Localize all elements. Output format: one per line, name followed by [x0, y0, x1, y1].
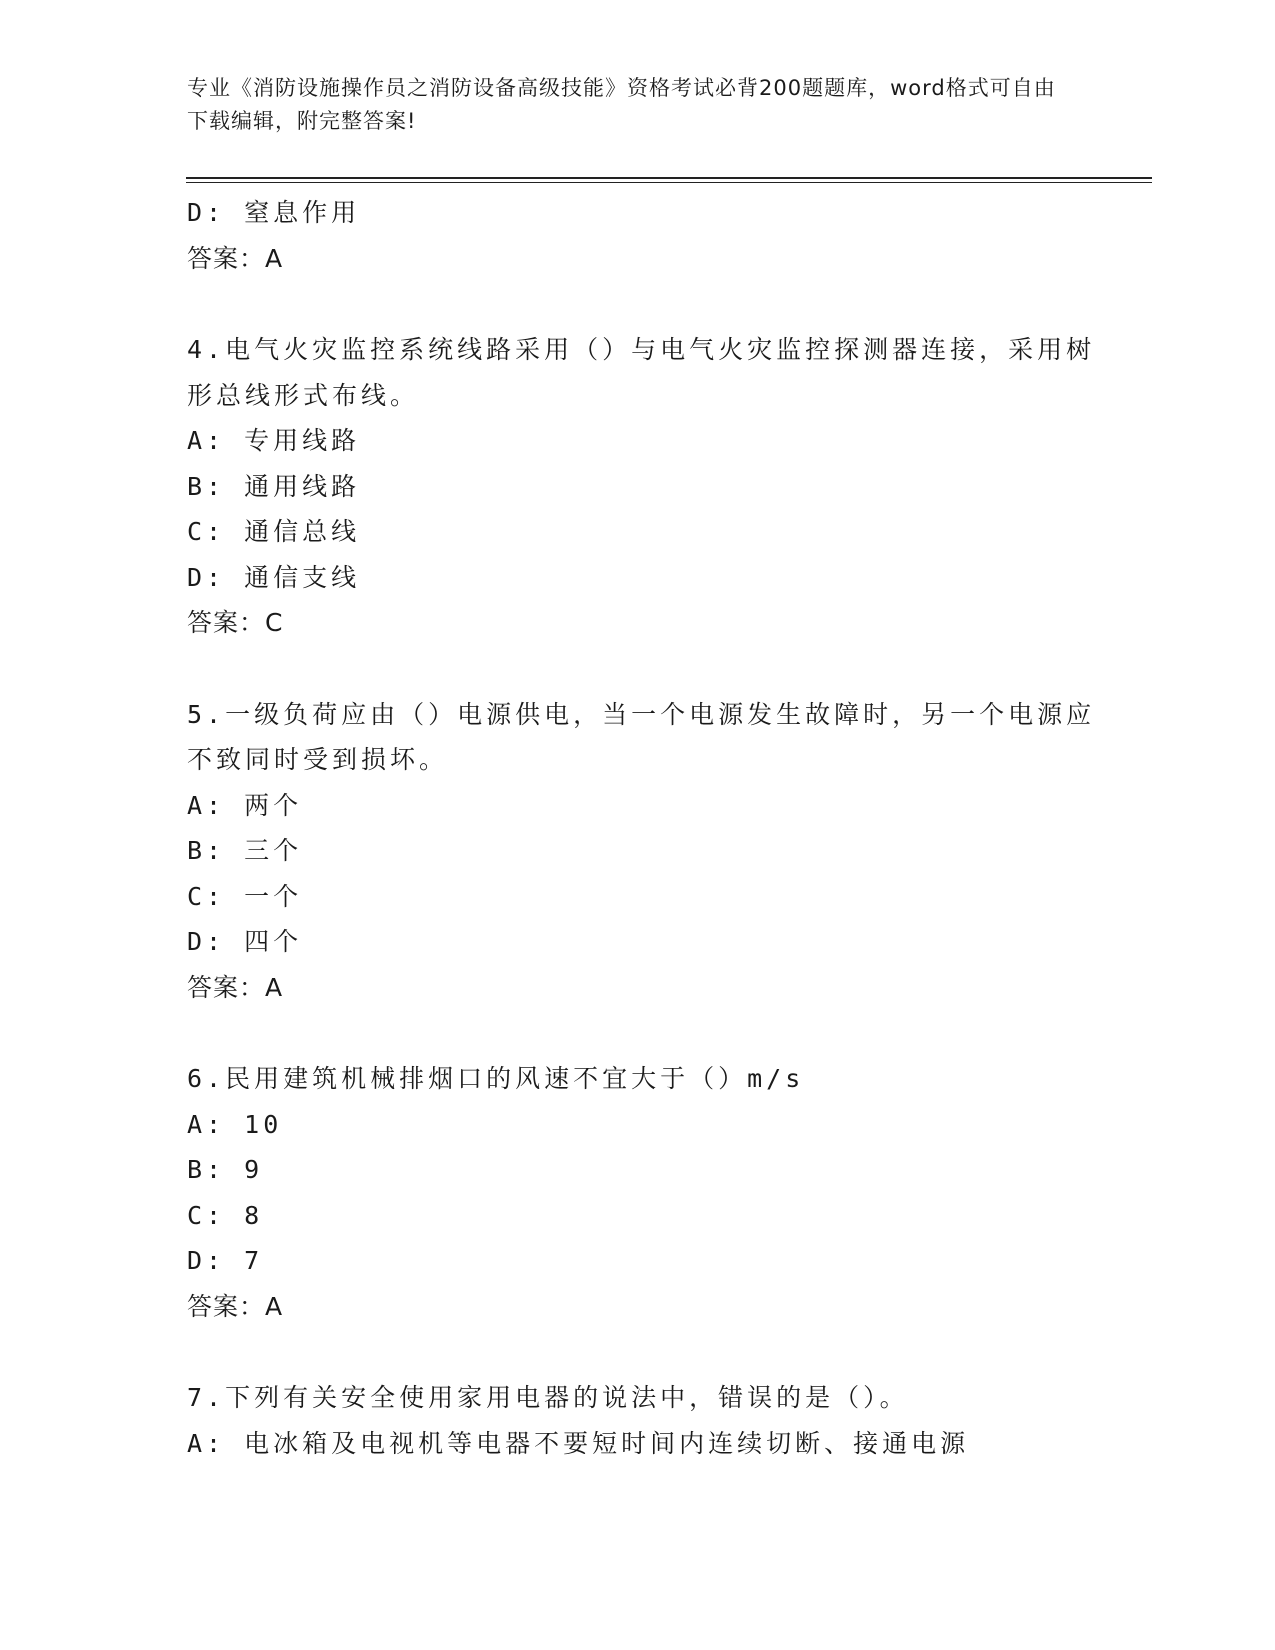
option-b: B: 9: [187, 1155, 264, 1184]
option-c: C: 一个: [187, 881, 303, 911]
option-a: A: 电冰箱及电视机等电器不要短时间内连续切断、接通电源: [187, 1428, 970, 1458]
question-block: [187, 1056, 1107, 1329]
answer-line: 答案：A: [187, 243, 284, 273]
document-header: 专业《消防设施操作员之消防设备高级技能》资格考试必背200题题库，word格式可自由下载编辑，附完整答案!: [187, 76, 1056, 133]
question-block: [187, 1375, 1107, 1466]
option-c: C: 8: [187, 1200, 264, 1230]
option-d: D: 四个: [187, 927, 303, 956]
question-list: [187, 190, 1107, 1466]
header-divider-thick: [186, 177, 1152, 179]
question-text: 4.电气火灾监控系统线路采用（）与电气火灾监控探测器连接，采用树形总线形式布线。: [187, 335, 1096, 410]
option-a: A: 专用线路: [187, 426, 361, 455]
option-a: A: 两个: [187, 790, 303, 820]
option-d: D: 通信支线: [187, 562, 361, 592]
answer-line: 答案：A: [187, 1291, 284, 1321]
option-d: D: 窒息作用: [187, 198, 361, 227]
question-block: [187, 692, 1107, 1011]
question-text: 5.一级负荷应由（）电源供电，当一个电源发生故障时，另一个电源应不致同时受到损坏。: [187, 699, 1096, 774]
option-d: D: 7: [187, 1246, 264, 1275]
question-text: 6.民用建筑机械排烟口的风速不宜大于（）m/s: [187, 1064, 805, 1093]
option-b: B: 三个: [187, 836, 303, 865]
question-text: 7.下列有关安全使用家用电器的说法中，错误的是（）。: [187, 1383, 909, 1412]
option-b: B: 通用线路: [187, 471, 361, 501]
answer-line: 答案：A: [187, 972, 284, 1002]
option-a: A: 10: [187, 1109, 283, 1139]
option-c: C: 通信总线: [187, 517, 361, 546]
header-divider-thin: [186, 182, 1152, 183]
question-block: [187, 327, 1107, 646]
answer-line: 答案：C: [187, 608, 284, 637]
